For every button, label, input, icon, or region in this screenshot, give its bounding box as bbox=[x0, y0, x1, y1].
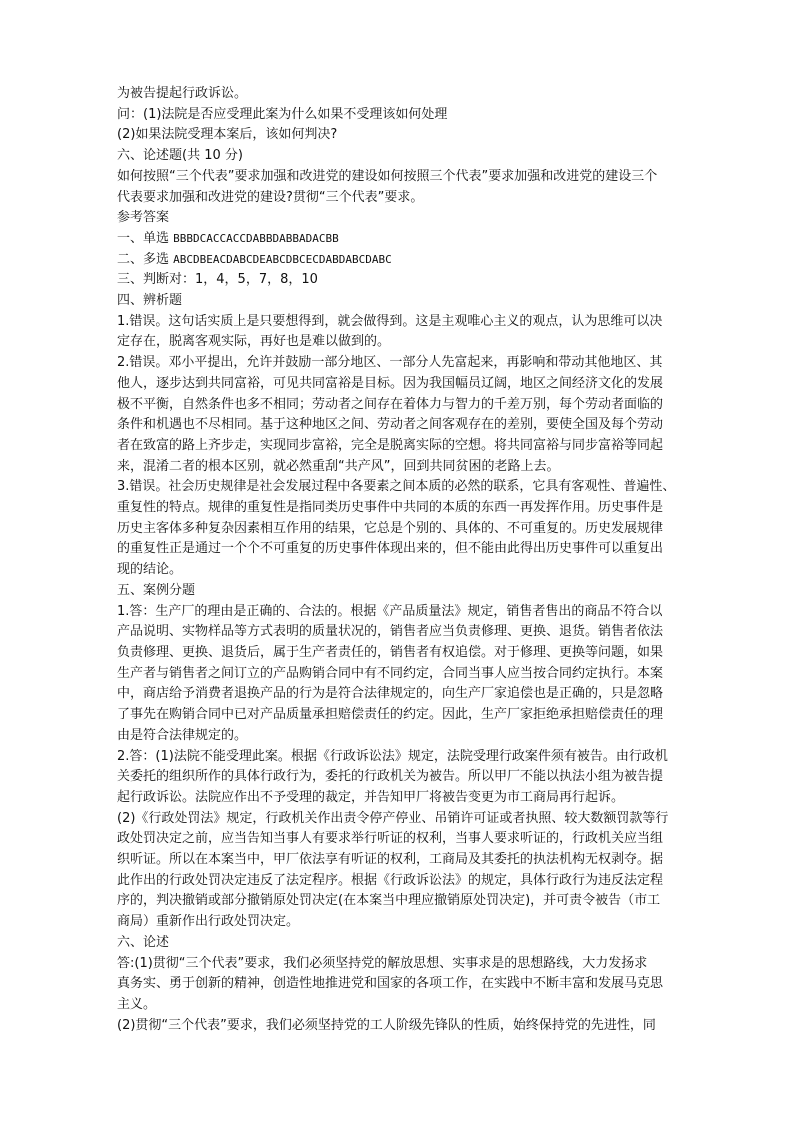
text-line: 答:(1)贯彻“三个代表”要求，我们必须坚持党的解放思想、实事求是的思想路线，大力发扬求 bbox=[117, 955, 648, 971]
section-heading: 六、论述 bbox=[117, 934, 170, 950]
text-line: (2)《行政处罚法》规定，行政机关作出责令停产停业、吊销许可证或者执照、较大数额罚款等行 bbox=[117, 810, 669, 826]
text-line: 为被告提起行政诉讼。 bbox=[117, 86, 248, 101]
text-line: 极不平衡，自然条件也多不相同；劳动者之间存在着体力与智力的千差万别，每个劳动者面临的 bbox=[117, 396, 664, 412]
text-line: 重复性的特点。规律的重复性是指同类历史事件中共同的本质的东西一再发挥作用。历史事件是 bbox=[117, 500, 664, 516]
text-line: 者在致富的路上齐步走，实现同步富裕，完全是脱离实际的空想。将共同富裕与同步富裕等同起 bbox=[117, 437, 664, 453]
text-line: 条件和机遇也不尽相同。基于这种地区之间、劳动者之间客观存在的差别，要使全国及每个劳动 bbox=[117, 417, 664, 433]
text-line: 中，商店给予消费者退换产品的行为是符合法律规定的，向生产厂家追偿也是正确的，只是忽略 bbox=[117, 686, 664, 702]
text-line: 3.错误。社会历史规律是社会发展过程中各要素之间本质的必然的联系，它具有客观性、普遍性、 bbox=[117, 479, 676, 495]
text-line: 真务实、勇于创新的精神，创造性地推进党和国家的各项工作，在实践中不断丰富和发展马克思 bbox=[117, 976, 664, 992]
text-line: 关委托的组织所作的具体行政行为，委托的行政机关为被告。所以甲厂不能以执法小组为被告提 bbox=[117, 769, 664, 785]
text-line: 2.答：(1)法院不能受理此案。根据《行政诉讼法》规定，法院受理行政案件须有被告。由行政机 bbox=[117, 748, 668, 764]
text-line: (2)贯彻“三个代表”要求，我们必须坚持党的工人阶级先锋队的性质，始终保持党的先进性，同 bbox=[117, 1017, 656, 1033]
text-line: 1.答：生产厂的理由是正确的、合法的。根据《产品质量法》规定，销售者售出的商品不符合以 bbox=[117, 603, 663, 619]
text-line: 商局）重新作出行政处罚决定。 bbox=[117, 914, 300, 930]
text-line: 了事先在购销合同中已对产品质量承担赔偿责任的约定。因此，生产厂家拒绝承担赔偿责任的理 bbox=[117, 707, 664, 723]
text-line: 2.错误。邓小平提出，允许并鼓励一部分地区、一部分人先富起来，再影响和带动其他地区、其 bbox=[117, 355, 663, 371]
answer-key-text: 一、单选 BBBDCACCACCDABBDABBADACBB bbox=[117, 230, 339, 246]
text-line: 由是符合法律规定的。 bbox=[117, 727, 248, 743]
text-line: 织听证。所以在本案当中，甲厂依法享有听证的权利，工商局及其委托的执法机构无权剥夺。据 bbox=[117, 852, 664, 868]
answer-key-text: 二、多选 ABCDBEACDABCDEABCDBCECDABDABCDABC bbox=[117, 251, 392, 267]
section-heading: 四、辨析题 bbox=[117, 293, 183, 309]
text-line: 来，混淆二者的根本区别，就必然重刮“共产风”，回到共同贫困的老路上去。 bbox=[117, 458, 560, 474]
answer-key-line: 三、判断对：1，4，5，7，8，10 bbox=[117, 272, 318, 288]
question-line: (2)如果法院受理本案后，该如何判决? bbox=[117, 127, 338, 143]
text-line: 生产者与销售者之间订立的产品购销合同中有不同约定，合同当事人应当按合同约定执行。本案 bbox=[117, 665, 664, 681]
section-heading: 五、案例分题 bbox=[117, 582, 196, 598]
text-line: 产品说明、实物样品等方式表明的质量状况的，销售者应当负责修理、更换、退货。销售者依法 bbox=[117, 624, 664, 640]
text-line: 历史主客体多种复杂因素相互作用的结果，它总是个别的、具体的、不可重复的。历史发展规律 bbox=[117, 520, 664, 536]
text-line: 起行政诉讼。法院应作出不予受理的裁定，并告知甲厂将被告变更为市工商局再行起诉。 bbox=[117, 789, 625, 805]
text-line: 负责修理、更换、退货后，属于生产者责任的，销售者有权追偿。对于修理、更换等问题，如果 bbox=[117, 644, 664, 660]
text-line: 序的，判决撤销或部分撤销原处罚决定(在本案当中理应撤销原处罚决定)，并可责令被告（市工 bbox=[117, 893, 661, 909]
text-line: 政处罚决定之前，应当告知当事人有要求举行听证的权利，当事人要求听证的，行政机关应当组 bbox=[117, 831, 664, 847]
answer-key-line bbox=[117, 229, 717, 250]
answer-letters: ABCDBEACDABCDEABCDBCECDABDABCDABC bbox=[173, 252, 392, 266]
text-line: 如何按照“三个代表”要求加强和改进党的建设如何按照三个代表”要求加强和改进党的建设三个 bbox=[117, 168, 658, 184]
document-page bbox=[117, 84, 717, 1036]
section-heading: 六、论述题(共 10 分) bbox=[117, 148, 243, 164]
text-line: 此作出的行政处罚决定违反了法定程序。根据《行政诉讼法》的规定，具体行政行为违反法定程 bbox=[117, 872, 664, 888]
section-heading: 参考答案 bbox=[117, 210, 170, 226]
text-line: 他人，逐步达到共同富裕，可见共同富裕是目标。因为我国幅员辽阔，地区之间经济文化的发展 bbox=[117, 375, 664, 391]
text-line: 1.错误。这句话实质上是只要想得到，就会做得到。这是主观唯心主义的观点，认为思维可以决 bbox=[117, 313, 663, 329]
question-line: 问：(1)法院是否应受理此案为什么如果不受理该如何处理 bbox=[117, 106, 448, 122]
answer-letters: BBBDCACCACCDABBDABBADACBB bbox=[173, 231, 339, 245]
text-line: 的重复性正是通过一个个不可重复的历史事件体现出来的，但不能由此得出历史事件可以重复出 bbox=[117, 541, 664, 557]
answer-key-line bbox=[117, 250, 717, 271]
text-line: 现的结论。 bbox=[117, 562, 183, 578]
text-line: 代表要求加强和改进党的建设?贯彻“三个代表”要求。 bbox=[117, 189, 424, 205]
text-line: 主义。 bbox=[117, 996, 157, 1012]
text-line: 定存在，脱离客观实际，再好也是难以做到的。 bbox=[117, 334, 391, 350]
